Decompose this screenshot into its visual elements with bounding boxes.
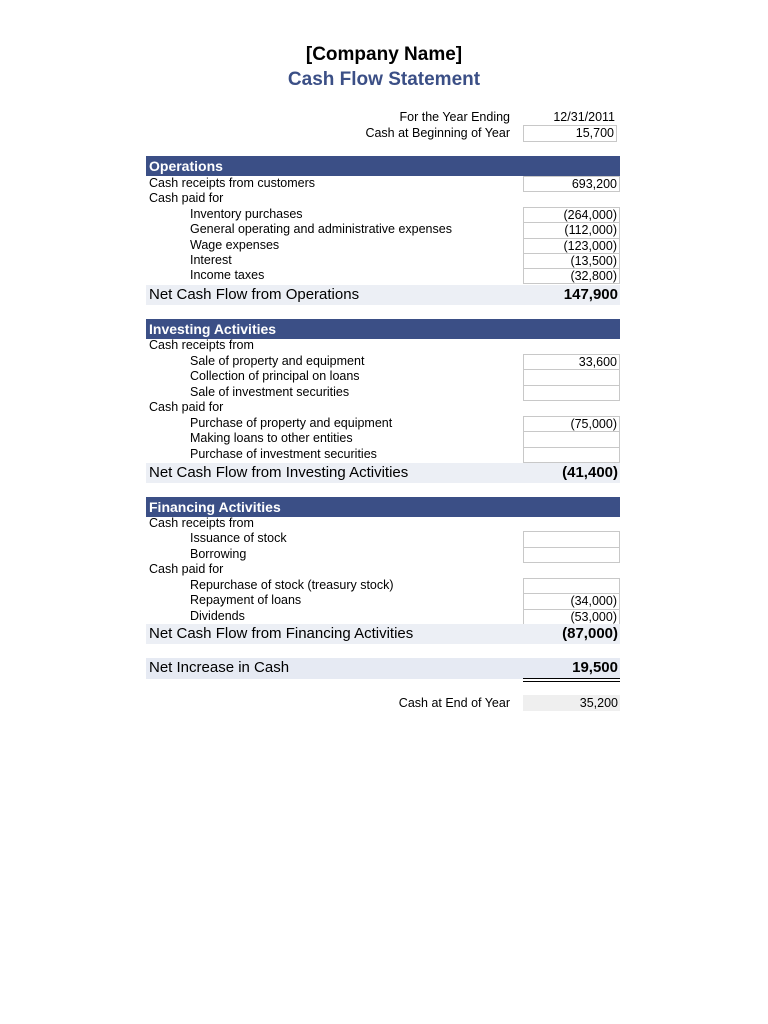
inv-paid-item-label: Purchase of investment securities [190, 447, 377, 461]
fin-paid-item-label: Repayment of loans [190, 593, 302, 607]
inv-paid-item-label: Making loans to other entities [190, 431, 353, 445]
statement-title: Cash Flow Statement [287, 69, 481, 90]
fin-receipt-item-value[interactable] [523, 547, 620, 563]
ops-paid-item-label: Inventory purchases [190, 207, 303, 221]
fin-net-value: (87,000) [562, 625, 618, 642]
ops-receipts-value[interactable]: 693,200 [523, 176, 620, 192]
fin-receipts-label: Cash receipts from [149, 516, 254, 530]
ops-paid-item-value[interactable]: (32,800) [523, 268, 620, 284]
fin-paid-item-value[interactable]: (34,000) [523, 593, 620, 609]
fin-receipt-item-value[interactable] [523, 531, 620, 547]
inv-paid-item-value[interactable] [523, 431, 620, 447]
fin-receipt-item-label: Issuance of stock [190, 531, 287, 545]
net-increase-label: Net Increase in Cash [149, 659, 290, 676]
inv-paid-label: Cash paid for [149, 400, 224, 414]
inv-receipt-item-label: Collection of principal on loans [190, 369, 360, 383]
inv-paid-item-value[interactable]: (75,000) [523, 416, 620, 432]
ops-paid-item-label: General operating and administrative expenses [190, 222, 452, 236]
operations-header: Operations [146, 156, 620, 176]
inv-receipt-item-value[interactable] [523, 385, 620, 401]
ops-paid-item-value[interactable]: (13,500) [523, 253, 620, 269]
ops-paid-item-label: Income taxes [190, 268, 265, 282]
ops-paid-item-label: Wage expenses [190, 238, 280, 252]
cash-end-value: 35,200 [523, 695, 620, 711]
fin-paid-item-value[interactable] [523, 578, 620, 594]
ops-paid-item-value[interactable]: (112,000) [523, 222, 620, 238]
year-ending-label: For the Year Ending [399, 110, 510, 124]
inv-receipt-item-value[interactable] [523, 369, 620, 385]
double-underline [523, 678, 620, 682]
cash-begin-value[interactable]: 15,700 [523, 125, 617, 142]
investing-header: Investing Activities [146, 319, 620, 339]
cash-begin-label: Cash at Beginning of Year [365, 126, 510, 140]
cash-end-label: Cash at End of Year [398, 696, 510, 710]
inv-paid-item-value[interactable] [523, 447, 620, 463]
ops-paid-item-value[interactable]: (123,000) [523, 238, 620, 254]
ops-net-value: 147,900 [563, 286, 618, 303]
fin-net-label: Net Cash Flow from Financing Activities [149, 625, 414, 642]
fin-paid-item-label: Dividends [190, 609, 245, 623]
inv-net-value: (41,400) [562, 464, 618, 481]
ops-net-label: Net Cash Flow from Operations [149, 286, 360, 303]
inv-receipt-item-label: Sale of property and equipment [190, 354, 365, 368]
inv-receipt-item-label: Sale of investment securities [190, 385, 350, 399]
year-ending-value[interactable]: 12/31/2011 [553, 110, 615, 124]
inv-receipt-item-value[interactable]: 33,600 [523, 354, 620, 370]
ops-paid-item-label: Interest [190, 253, 232, 267]
fin-paid-item-label: Repurchase of stock (treasury stock) [190, 578, 394, 592]
financing-header: Financing Activities [146, 497, 620, 517]
fin-receipt-item-label: Borrowing [190, 547, 247, 561]
ops-paid-label: Cash paid for [149, 191, 224, 205]
ops-receipts-label: Cash receipts from customers [149, 176, 316, 190]
net-increase-value: 19,500 [572, 659, 618, 676]
company-name: [Company Name] [305, 44, 463, 65]
fin-paid-label: Cash paid for [149, 562, 224, 576]
inv-paid-item-label: Purchase of property and equipment [190, 416, 393, 430]
fin-paid-item-value[interactable]: (53,000) [523, 609, 620, 625]
ops-paid-item-value[interactable]: (264,000) [523, 207, 620, 223]
inv-receipts-label: Cash receipts from [149, 338, 254, 352]
inv-net-label: Net Cash Flow from Investing Activities [149, 464, 409, 481]
